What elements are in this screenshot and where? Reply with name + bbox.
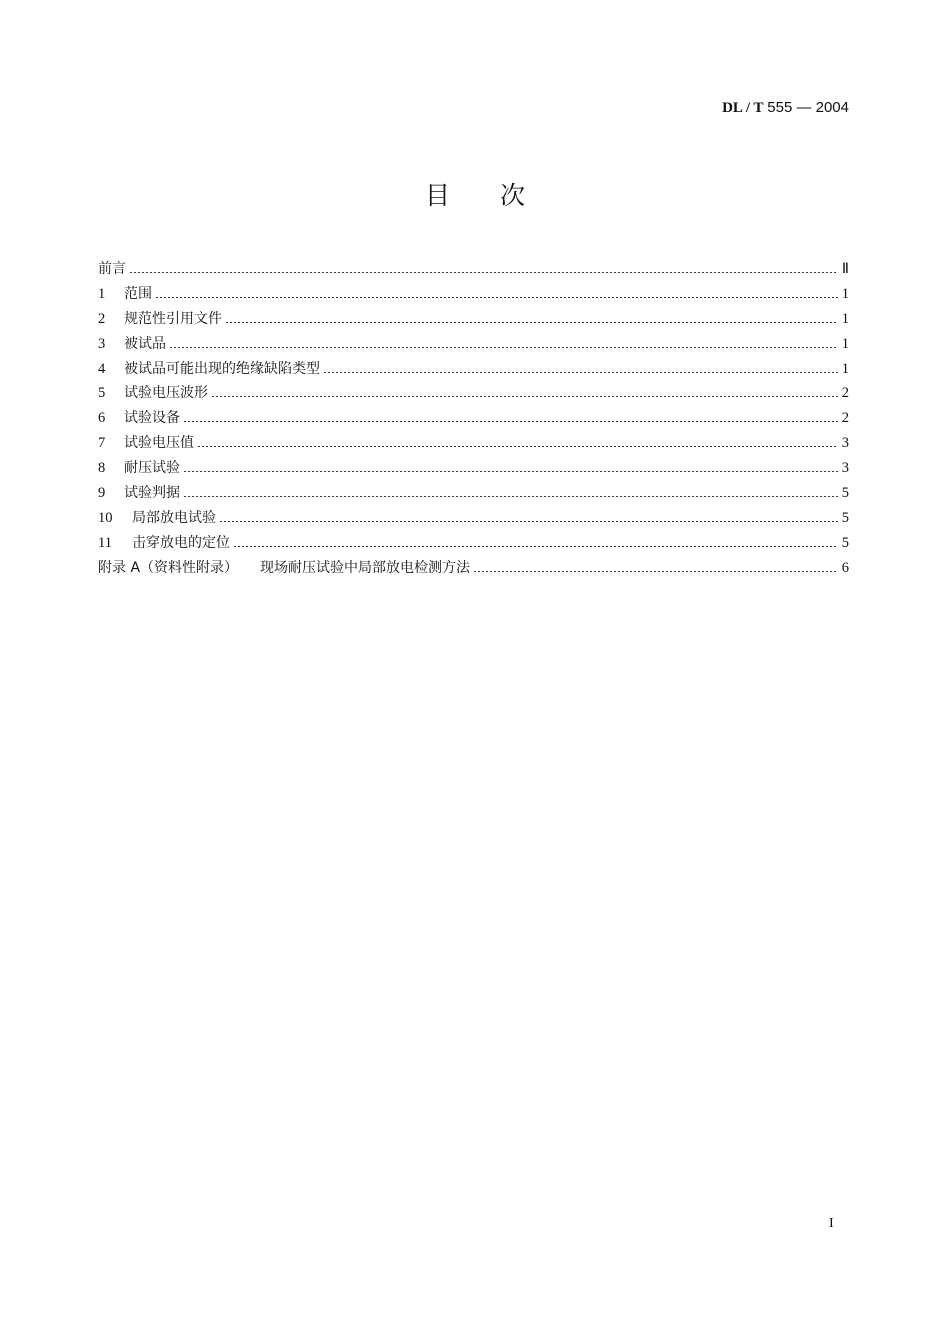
standard-code: DL / T bbox=[722, 100, 764, 116]
dot-leader bbox=[197, 446, 838, 447]
toc-entry-label: 范围 bbox=[124, 285, 152, 302]
dot-leader bbox=[225, 322, 838, 323]
appendix-title: 现场耐压试验中局部放电检测方法 bbox=[260, 559, 471, 576]
toc-entry-label: 前言 bbox=[98, 261, 126, 277]
toc-entry-7[interactable] bbox=[98, 431, 849, 456]
toc-entry-page: 1 bbox=[841, 310, 849, 327]
toc-entry-number: 8 bbox=[98, 460, 106, 477]
toc-entry-page: 2 bbox=[841, 410, 849, 427]
toc-entry-page: 5 bbox=[841, 534, 849, 551]
toc-entry-label: 试验设备 bbox=[124, 410, 180, 427]
page-number: I bbox=[829, 1216, 834, 1231]
toc-entry-label: 耐压试验 bbox=[124, 460, 180, 477]
toc-entry-3[interactable] bbox=[98, 332, 849, 357]
toc-entry-4[interactable] bbox=[98, 357, 849, 382]
toc-entry-page: 1 bbox=[841, 285, 849, 302]
toc-entry-label: 试验电压值 bbox=[124, 435, 194, 452]
toc-entry-page: 5 bbox=[841, 509, 849, 526]
dot-leader bbox=[169, 347, 838, 348]
toc-entry-number: 7 bbox=[98, 435, 106, 452]
toc-entry-page: 1 bbox=[841, 335, 849, 352]
toc-entry-label: 试验判据 bbox=[124, 485, 180, 502]
toc-entry-number: 11 bbox=[98, 534, 112, 551]
toc-entry-label: 击穿放电的定位 bbox=[132, 534, 230, 551]
toc-entry-page: Ⅱ bbox=[841, 261, 849, 277]
page-title: 目次 bbox=[424, 181, 575, 210]
toc-entry-number: 4 bbox=[98, 360, 106, 377]
toc-entry-number: 9 bbox=[98, 485, 106, 502]
toc-entry-appendix-a[interactable] bbox=[98, 556, 849, 581]
toc-entry-number: 10 bbox=[98, 509, 113, 526]
toc-entry-page: 3 bbox=[841, 435, 849, 452]
table-of-contents bbox=[98, 257, 849, 581]
toc-entry-label: 被试品 bbox=[124, 335, 166, 352]
toc-entry-1[interactable] bbox=[98, 282, 849, 307]
toc-entry-page: 2 bbox=[841, 385, 849, 402]
toc-entry-foreword[interactable] bbox=[98, 257, 849, 282]
dot-leader bbox=[155, 297, 838, 298]
toc-entry-number: 5 bbox=[98, 385, 106, 402]
toc-entry-8[interactable] bbox=[98, 456, 849, 481]
dot-leader bbox=[323, 372, 838, 373]
dot-leader bbox=[473, 571, 838, 572]
toc-entry-number: 2 bbox=[98, 310, 106, 327]
dot-leader bbox=[183, 496, 838, 497]
toc-entry-label: 局部放电试验 bbox=[132, 509, 216, 526]
dot-leader bbox=[211, 396, 838, 397]
standard-code-header bbox=[722, 99, 849, 117]
toc-entry-page: 6 bbox=[841, 559, 849, 576]
appendix-designation: 附录 A（资料性附录） bbox=[98, 559, 239, 576]
dot-leader bbox=[233, 546, 838, 547]
toc-entry-6[interactable] bbox=[98, 406, 849, 431]
toc-entry-5[interactable] bbox=[98, 381, 849, 406]
toc-entry-label: 试验电压波形 bbox=[124, 385, 208, 402]
toc-entry-label bbox=[98, 556, 470, 581]
toc-entry-10[interactable] bbox=[98, 506, 849, 531]
toc-entry-11[interactable] bbox=[98, 531, 849, 556]
toc-entry-page: 3 bbox=[841, 460, 849, 477]
dot-leader bbox=[183, 421, 838, 422]
toc-entry-number: 6 bbox=[98, 410, 106, 427]
standard-number: 555 — 2004 bbox=[767, 99, 849, 116]
toc-entry-page: 1 bbox=[841, 360, 849, 377]
dot-leader bbox=[219, 521, 838, 522]
toc-entry-2[interactable] bbox=[98, 307, 849, 332]
dot-leader bbox=[129, 272, 838, 273]
dot-leader bbox=[183, 471, 838, 472]
toc-entry-number: 1 bbox=[98, 285, 106, 302]
toc-entry-page: 5 bbox=[841, 485, 849, 502]
toc-entry-number: 3 bbox=[98, 335, 106, 352]
toc-entry-label: 被试品可能出现的绝缘缺陷类型 bbox=[124, 360, 320, 377]
toc-entry-9[interactable] bbox=[98, 481, 849, 506]
toc-entry-label: 规范性引用文件 bbox=[124, 310, 222, 327]
